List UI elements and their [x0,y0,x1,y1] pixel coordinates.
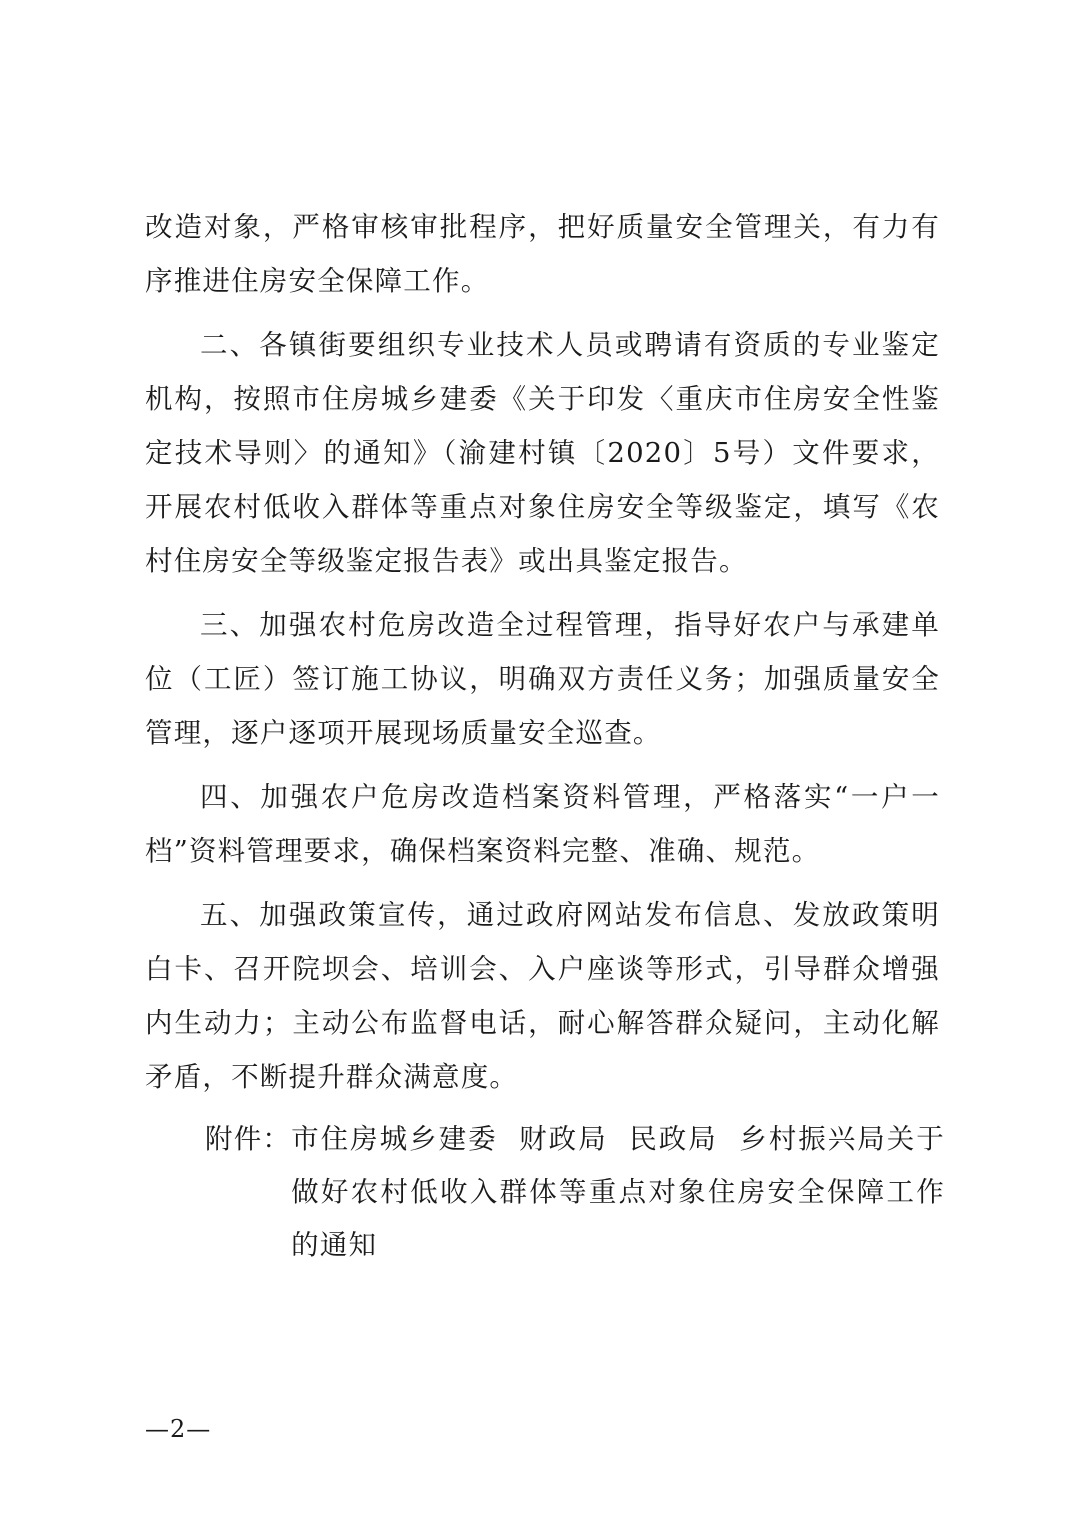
attachment-text: 市住房城乡建委 财政局 民政局 乡村振兴局关于做好农村低收入群体等重点对象住房安全保障工作的通知 [291,1123,945,1261]
paragraph-item-2: 二、各镇街要组织专业技术人员或聘请有资质的专业鉴定机构，按照市住房城乡建委《关于印发〈重庆市住房安全性鉴定技术导则〉的通知》（渝建村镇〔2020〕5号）文件要求，开展农村低收入群体等重点对象住房安全等级鉴定，填写《农村住房安全等级鉴定报告表》或出具鉴定报告。 [145,329,940,577]
attachment-label: 附件： [205,1123,292,1155]
page-number: —2— [145,1415,212,1443]
paragraph-item-5: 五、加强政策宣传，通过政府网站发布信息、发放政策明白卡、召开院坝会、培训会、入户座谈等形式，引导群众增强内生动力；主动公布监督电话，耐心解答群众疑问，主动化解矛盾，不断提升群众满意度。 [145,899,940,1093]
attachment-block [205,1113,945,1272]
paragraph-item-3: 三、加强农村危房改造全过程管理，指导好农户与承建单位（工匠）签订施工协议，明确双方责任义务；加强质量安全管理，逐户逐项开展现场质量安全巡查。 [145,609,940,749]
paragraph-item-4: 四、加强农户危房改造档案资料管理，严格落实“一户一档”资料管理要求，确保档案资料完整、准确、规范。 [145,781,940,867]
document-body [145,200,940,1114]
paragraph-continuation: 改造对象，严格审核审批程序，把好质量安全管理关，有力有序推进住房安全保障工作。 [145,211,940,297]
